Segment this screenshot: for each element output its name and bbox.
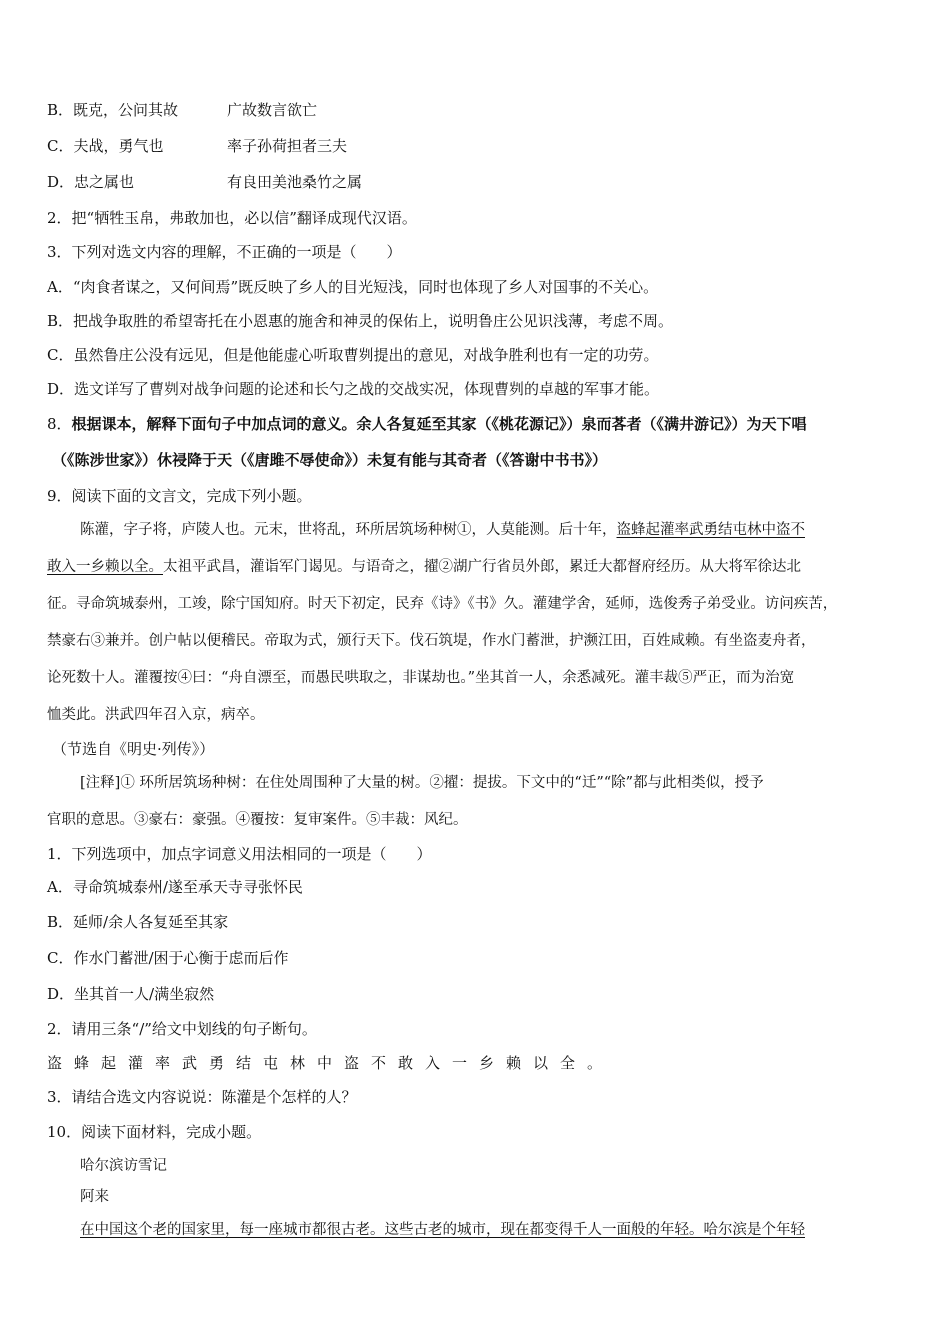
question-8-text-1: 根据课本，解释下面句子中加点词的意义。余人各复延至其家（《桃花源记》）泉而茖者（《满井游记》）为天下唱 xyxy=(71,415,807,433)
subquestion-1-option-d: D．坐其首一人/满坐寂然 xyxy=(47,985,215,1003)
question-3-stem: 3．下列对选文内容的理解，不正确的一项是（ ） xyxy=(47,243,402,261)
article-author: 阿来 xyxy=(80,1189,109,1205)
question-8-number: 8． xyxy=(47,415,72,433)
question-8-line-1 xyxy=(47,414,807,434)
question-8-line-2: （《陈涉世家》）休祲降于天（《唐雎不辱使命》）未复有能与其奇者（《答谢中书书》） xyxy=(52,451,608,469)
question-9-stem: 9．阅读下面的文言文，完成下列小题。 xyxy=(47,487,312,505)
passage-source: （节选自《明史·列传》） xyxy=(52,740,215,758)
option-b-left: B．既克，公问其故 xyxy=(47,101,179,119)
question-2: 2．把“牺牲玉帛，弗敢加也，必以信”翻译成现代汉语。 xyxy=(47,209,417,227)
passage-line-1 xyxy=(80,520,805,540)
subquestion-1-option-a: A．寻命筑城泰州/遂至承天寺寻张怀民 xyxy=(47,878,303,896)
notes-line-2: 官职的意思。③豪右：豪强。④覆按：复审案件。⑤丰裁：风纪。 xyxy=(47,812,468,828)
option-c-left: C．夫战，勇气也 xyxy=(47,137,164,155)
option-b-right: 广故数言欲亡 xyxy=(227,101,318,119)
article-title: 哈尔滨访雪记 xyxy=(80,1158,167,1174)
option-c-right: 率子孙荷担者三夫 xyxy=(227,137,348,155)
underlined-sentence-part-2: 敢入一乡赖以全。 xyxy=(47,559,163,575)
question-3-option-b: B．把战争取胜的希望寄托在小恩惠的施舍和神灵的保佑上，说明鲁庄公见识浅薄，考虑不周。 xyxy=(47,312,674,330)
subquestion-1-option-c: C．作水门蓄泄/困于心衡于虑而后作 xyxy=(47,949,289,967)
question-3-option-c: C．虽然鲁庄公没有远见，但是他能虚心听取曹刿提出的意见，对战争胜利也有一定的功劳。 xyxy=(47,346,659,364)
underlined-sentence-part-1: 盗蜂起灌率武勇结屯林中盗不 xyxy=(616,522,805,538)
option-d-left: D．忠之属也 xyxy=(47,173,135,191)
subquestion-1-option-b: B．延师/余人各复延至其家 xyxy=(47,913,229,931)
passage-text: 陈灌，字子将，庐陵人也。元末，世将乱，环所居筑场种树①，人莫能测。后十年， xyxy=(80,522,617,538)
article-paragraph-1: 在中国这个老的国家里，每一座城市都很古老。这些古老的城市，现在都变得千人一面般的年轻。哈尔滨是个年轻 xyxy=(80,1222,805,1238)
passage-line-4: 禁豪右③兼并。创户帖以便稽民。帝取为式，颁行天下。伐石筑堤，作水门蓄泄，护濒江田，百姓咸赖。有坐盗麦舟者， xyxy=(47,633,816,649)
passage-text: 太祖平武昌，灌诣军门谒见。与语奇之，擢②湖广行省员外郎，累迁大都督府经历。从大将军徐达北 xyxy=(163,559,801,575)
passage-line-5: 论死数十人。灌覆按④曰：“舟自漂至，而愚民哄取之，非谋劫也。”坐其首一人，余悉减死。灌丰裁⑤严正，而为治宽 xyxy=(47,670,795,686)
option-d-right: 有良田美池桑竹之属 xyxy=(227,173,363,191)
subquestion-2-sentence: 盗蜂起灌率武勇结屯林中盗不敢入一乡赖以全。 xyxy=(47,1054,615,1072)
subquestion-1-stem: 1．下列选项中，加点字词意义用法相同的一项是（ ） xyxy=(47,845,432,863)
subquestion-3-stem: 3．请结合选文内容说说：陈灌是个怎样的人？ xyxy=(47,1088,357,1106)
question-10-stem: 10．阅读下面材料，完成小题。 xyxy=(47,1123,262,1141)
passage-line-3: 征。寻命筑城泰州，工竣，除宁国知府。时天下初定，民弃《诗》《书》久。灌建学舍，延师，选俊秀子弟受业。访问疾苦， xyxy=(47,596,838,612)
subquestion-2-stem: 2．请用三条“/”给文中划线的句子断句。 xyxy=(47,1020,317,1038)
question-3-option-d: D．选文详写了曹刿对战争问题的论述和长勺之战的交战实况，体现曹刿的卓越的军事才能。 xyxy=(47,380,660,398)
notes-line-1: [注释]① 环所居筑场种树：在住处周围种了大量的树。②擢：提拔。下文中的“迁”“除”都与此相类似，授予 xyxy=(80,775,764,791)
question-3-option-a: A．“肉食者谋之，又何间焉”既反映了乡人的目光短浅，同时也体现了乡人对国事的不关心。 xyxy=(47,278,659,296)
passage-line-2 xyxy=(47,557,801,577)
passage-line-6: 恤类此。洪武四年召入京，病卒。 xyxy=(47,707,265,723)
